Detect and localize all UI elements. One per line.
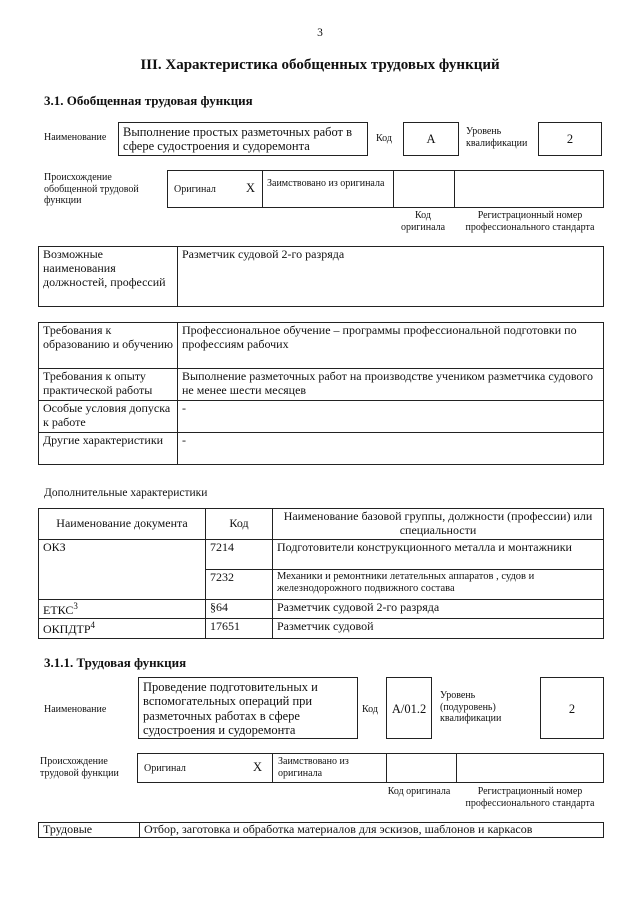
page-number: 3 [317, 27, 323, 39]
gtf-level-box [538, 122, 602, 156]
okpdtr-name: Разметчик судовой [273, 619, 604, 639]
tf-name-label: Наименование [44, 704, 107, 715]
req-other-value: - [178, 433, 604, 465]
gtf-original-label: Оригинал [174, 184, 216, 195]
labor-actions-value: Отбор, заготовка и обработка материалов для эскизов, шаблонов и каркасов [140, 823, 604, 838]
req-education-value: Профессиональное обучение – программы профессиональной подготовки по профессиям рабочих [178, 323, 604, 369]
etks-footnote: 3 [73, 600, 78, 611]
gtf-code-value: A [426, 132, 436, 146]
section-title: III. Характеристика обобщенных трудовых функций [140, 57, 500, 73]
tf-code-value: A/01.2 [391, 702, 427, 716]
gtf-code-original-caption: Код оригинала [400, 210, 446, 233]
etks-label [39, 599, 206, 619]
labor-actions-label: Трудовые [39, 823, 140, 838]
gtf-name-value: Выполнение простых разметочных работ в сфере судостроения и судоремонта [123, 125, 353, 154]
okz-code-1: 7214 [206, 539, 273, 569]
gtf-name-box [118, 122, 368, 156]
col-doc-header: Наименование документа [39, 509, 206, 540]
gtf-origin-label: Происхождение обобщенной трудовой функции [44, 172, 139, 206]
tf-origin-label: Происхождение трудовой функции [40, 756, 119, 779]
req-special-label: Особые условия допуска к работе [39, 401, 178, 433]
gtf-origin-box [167, 170, 604, 208]
requirements-table [38, 322, 604, 465]
positions-value: Разметчик судовой 2-го разряда [178, 247, 604, 307]
req-other-label: Другие характеристики [39, 433, 178, 465]
okpdtr-label [39, 619, 206, 639]
gtf-reg-number-caption: Регистрационный номер профессионального стандарта [465, 210, 595, 233]
tf-reg-number-caption: Регистрационный номер профессионального стандарта [465, 786, 595, 809]
okz-name-2: Механики и ремонтники летательных аппаратов , судов и железнодорожного подвижного состава [273, 569, 604, 599]
tf-level-box [540, 677, 604, 739]
tf-heading: 3.1.1. Трудовая функция [44, 655, 187, 670]
positions-table [38, 246, 604, 307]
okpdtr-code: 17651 [206, 619, 273, 639]
tf-code-label: Код [362, 704, 378, 715]
okpdtr-label-text: ОКПДТР [43, 622, 91, 637]
req-special-value: - [178, 401, 604, 433]
tf-original-label: Оригинал [144, 763, 186, 774]
gtf-level-label: Уровень квалификации [466, 126, 528, 149]
req-experience-label: Требования к опыту практической работы [39, 369, 178, 401]
etks-code: §64 [206, 599, 273, 619]
etks-name: Разметчик судовой 2-го разряда [273, 599, 604, 619]
okz-name-1: Подготовители конструкционного металла и монтажники [273, 539, 604, 569]
labor-actions-table [38, 822, 604, 838]
gtf-heading: 3.1. Обобщенная трудовая функция [44, 93, 253, 108]
tf-name-box [138, 677, 358, 739]
tf-origin-box [137, 753, 604, 783]
gtf-code-box [403, 122, 459, 156]
tf-level-label: Уровень (подуровень) квалификации [440, 690, 502, 724]
positions-label: Возможные наименования должностей, профессий [39, 247, 178, 307]
okpdtr-footnote: 4 [90, 620, 96, 631]
additional-title: Дополнительные характеристики [44, 487, 208, 499]
tf-level-value: 2 [568, 702, 576, 716]
okz-code-2: 7232 [206, 569, 273, 599]
gtf-code-label: Код [376, 133, 392, 144]
gtf-name-label: Наименование [44, 132, 107, 143]
additional-table [38, 508, 604, 639]
req-experience-value: Выполнение разметочных работ на производстве учеником разметчика судового не менее шести месяцев [178, 369, 604, 401]
gtf-original-mark: X [246, 181, 256, 195]
gtf-borrowed-label: Заимствовано из оригинала [267, 178, 385, 189]
etks-label-text: ЕТКС [43, 602, 74, 617]
tf-name-value: Проведение подготовительных и вспомогательных операций при разметочных работах в сфере судостроения и судоремонта [143, 680, 318, 738]
gtf-level-value: 2 [566, 132, 574, 146]
col-name-header: Наименование базовой группы, должности (профессии) или специальности [273, 509, 604, 540]
tf-borrowed-label: Заимствовано из оригинала [278, 756, 349, 779]
req-education-label: Требования к образованию и обучению [39, 323, 178, 369]
tf-code-original-caption: Код оригинала [387, 786, 451, 797]
okz-label: ОКЗ [39, 539, 206, 599]
col-code-header: Код [206, 509, 273, 540]
tf-code-box [386, 677, 432, 739]
tf-original-mark: X [253, 760, 263, 774]
